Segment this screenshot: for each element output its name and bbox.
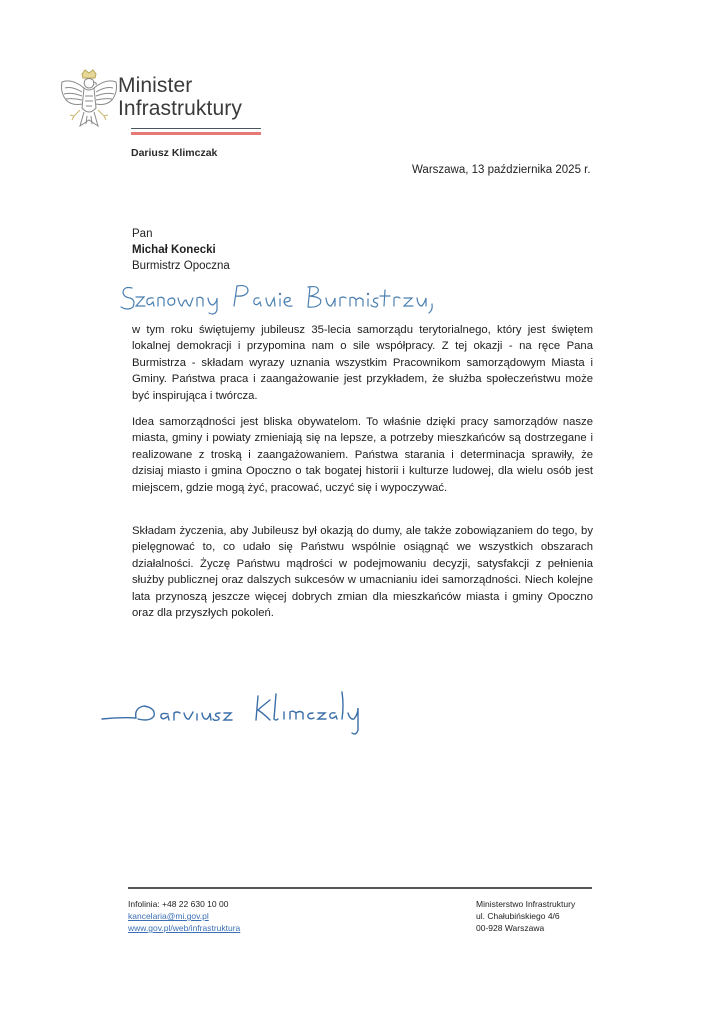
ministry-title [118,74,242,120]
polish-eagle-icon [58,68,120,138]
ministry-title-line2: Infrastruktury [118,97,242,120]
letterhead-rule-dark [131,128,261,129]
footer-contact [128,898,240,934]
letterhead-rule-red [131,132,261,135]
footer-website-link[interactable]: www.gov.pl/web/infrastruktura [128,923,241,933]
body-paragraph-2: Idea samorządności jest bliska obywatelom. To właśnie dzięki pracy samorządów nasze miasta, gminy i powiaty zmieniają się na lepsze, a potrzeby mieszkańców są dostrzegane i realizowane z troską i zaangażowaniem. Państwa starania i determinacja sprawiły, że dzisiaj miasto i gmina Opoczno o tak bogatej historii i kulturze ludowej, dla wielu osób jest miejscem, gdzie mogą żyć, pracować, uczyć się i wypoczywać. [132,416,593,494]
body-paragraph-1: w tym roku świętujemy jubileusz 35-lecia samorządu terytorialnego, który jest świętem lokalnej demokracji i przypomina nam o sile współpracy. Z tej okazji - na ręce Pana Burmistrza - składam wyrazy uznania wszystkim Pracownikom samorządowym Miasta i Gminy. Państwa praca i zaangażowanie jest przykładem, że służba społeczeństwu może być inspirująca i twórcza. [132,324,593,402]
handwritten-signature [98,686,388,738]
footer-address [476,898,575,934]
footer-street: ul. Chałubińskiego 4/6 [476,911,560,921]
footer-rule [128,887,592,889]
recipient-block [132,226,230,274]
recipient-name: Michał Konecki [132,244,216,256]
recipient-salutation: Pan [132,228,153,240]
footer-hotline: Infolinia: +48 22 630 10 00 [128,899,229,909]
handwritten-greeting [118,280,438,316]
footer-city: 00-928 Warszawa [476,923,545,933]
letter-date: Warszawa, 13 października 2025 r. [412,164,591,176]
body-paragraph-3: Składam życzenia, aby Jubileusz był okazją do dumy, ale także zobowiązaniem do tego, by pielęgnować to, co udało się Państwu wspólnie osiągnąć we wszystkich obszarach działalności. Życzę Państwu mądrości w podejmowaniu decyzji, satysfakcji z pełnienia służby publicznej oraz dalszych sukcesów w umacnianiu idei samorządności. Niech kolejne lata przynoszą jeszcze więcej dobrych zmian dla mieszkańców miasta i gminy Opoczno oraz dla przyszłych pokoleń. [132,525,593,620]
recipient-position: Burmistrz Opoczna [132,260,230,272]
minister-name: Dariusz Klimczak [131,147,218,159]
footer-institution: Ministerstwo Infrastruktury [476,899,576,909]
ministry-title-line1: Minister [118,74,193,97]
footer-email-link[interactable]: kancelaria@mi.gov.pl [128,911,209,921]
